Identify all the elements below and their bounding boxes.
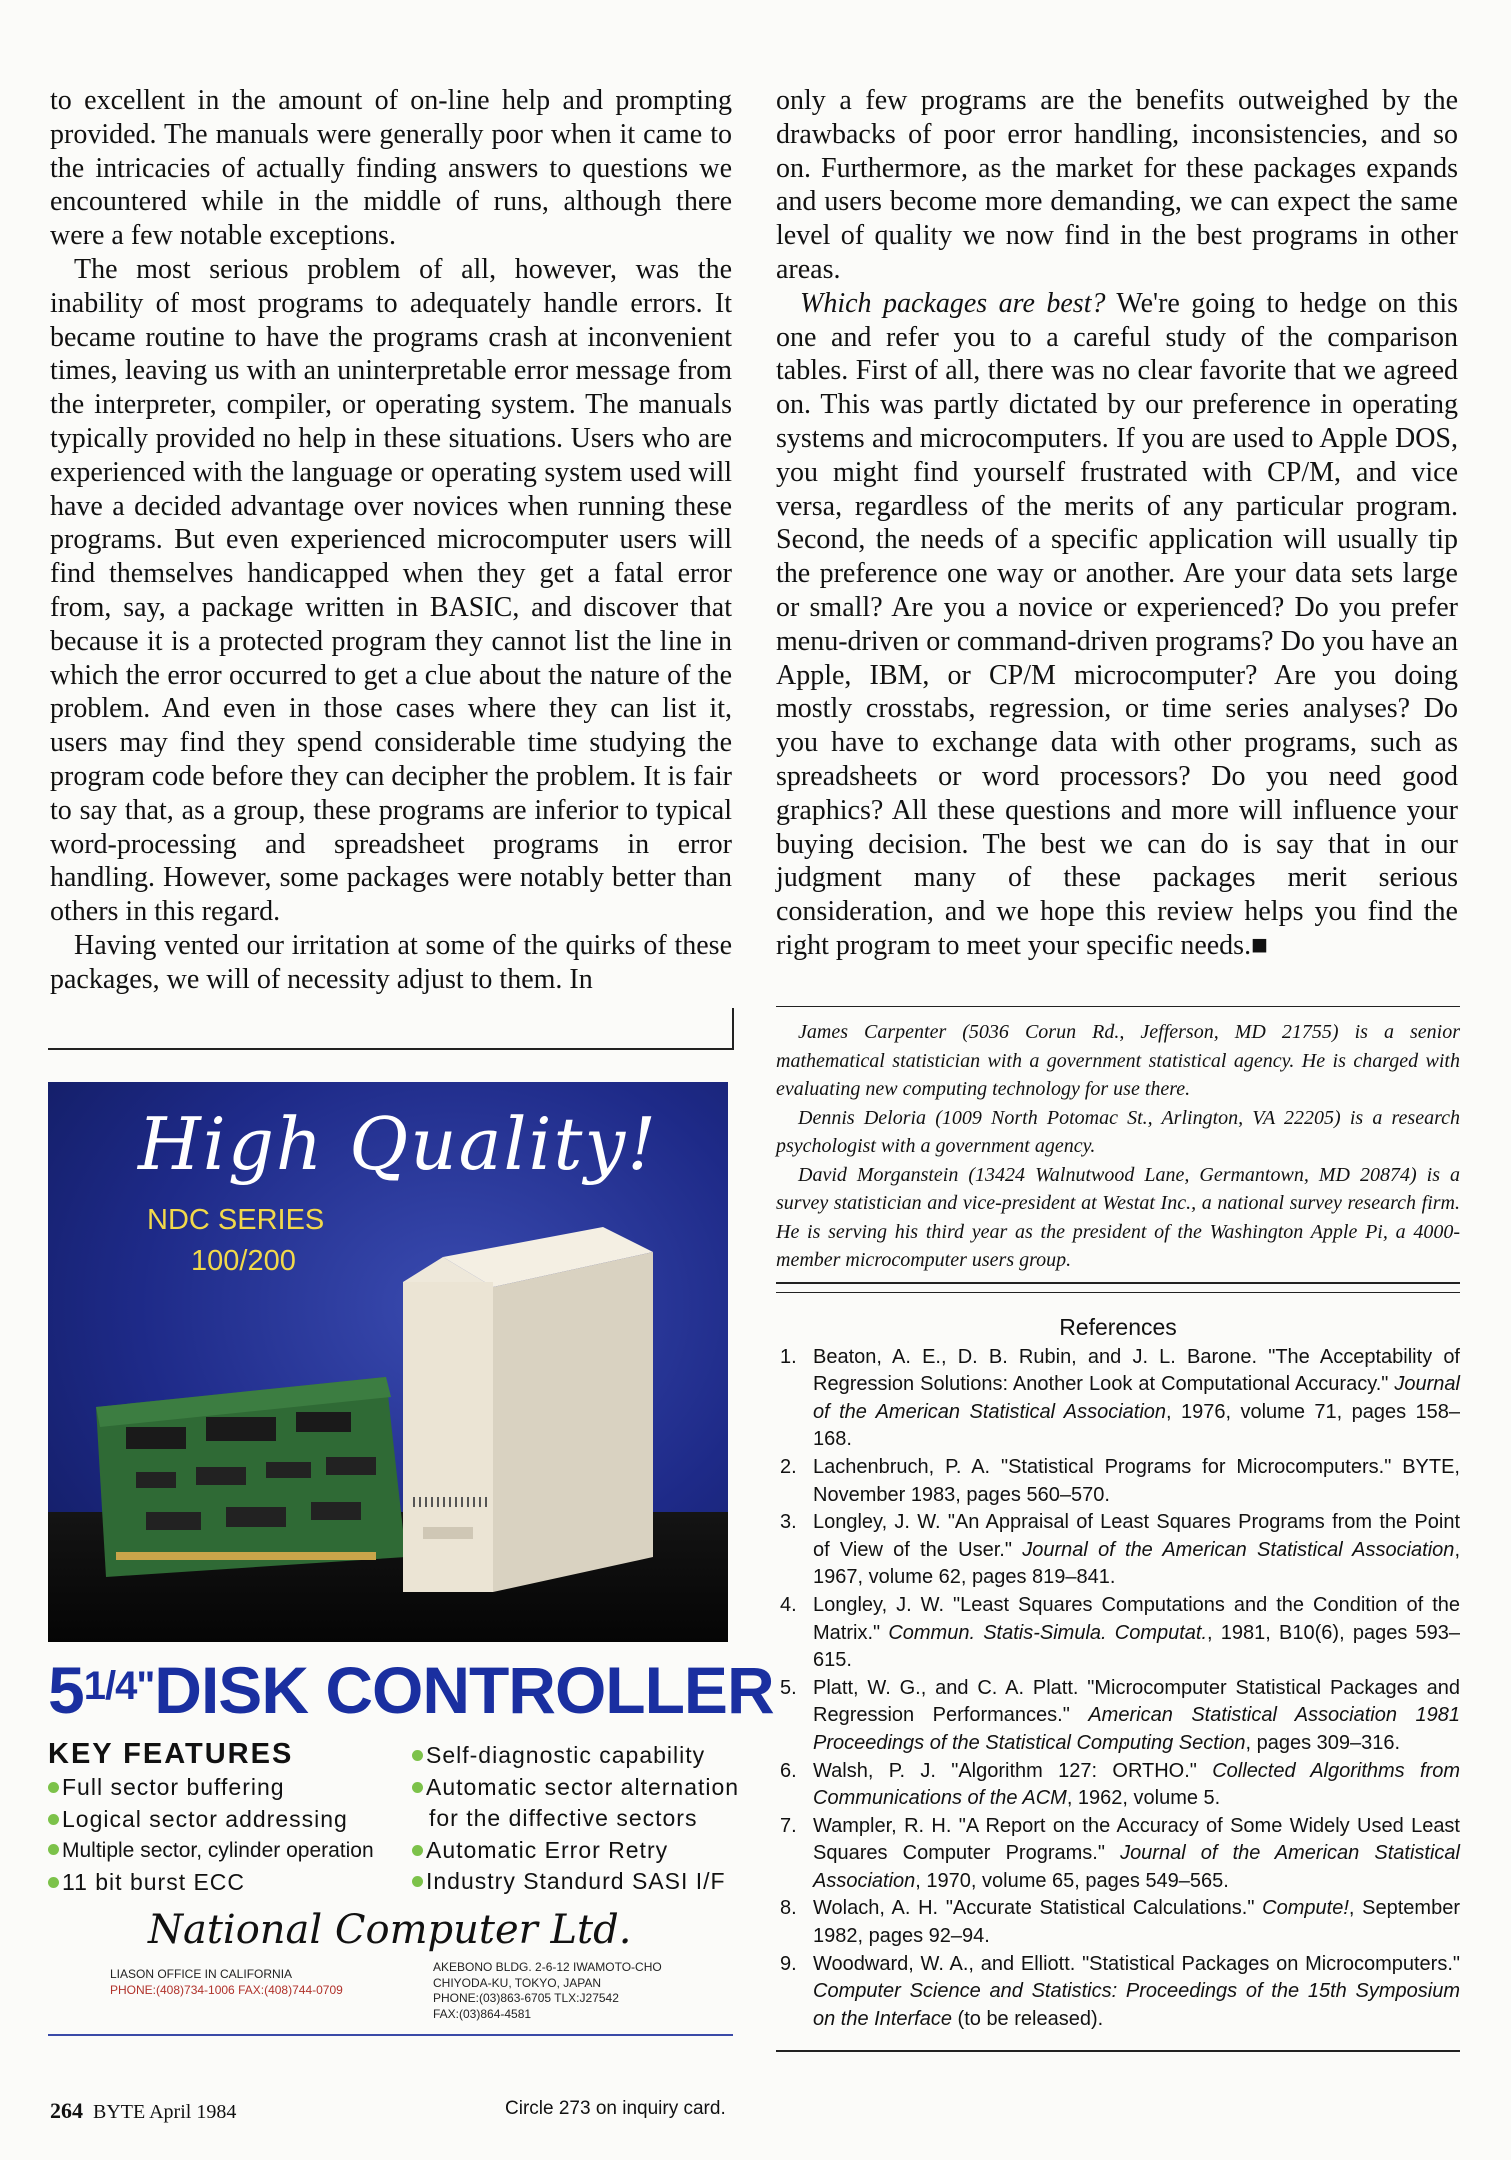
bullet-icon [412,1845,423,1856]
features-title: KEY FEATURES [48,1738,294,1770]
right-paragraph-2-body: We're going to hedge on this one and refer you to a careful study of the comparison tables. First of all, there was no clear favorite that we agreed on. This was partly dictated by our preference in operating systems and microcomputers. If you are used to Apple DOS, you might find yourself frustrated with CP/M, and vice versa, regardless of the merits of any particular program. Second, the needs of a specific application will usually tip the preference one way or another. Are your data sets large or small? Are you a novice or experienced? Do you prefer menu-driven or command-driven programs? Do you have an Apple, IBM, or CP/M microcomputer? Are you doing mostly crosstabs, regression, or time series analyses? Do you have to exchange data with other programs, such as spreadsheets or word processors? Do you need good graphics? All these questions and more will influence your buying decision. The best we can do is say that in our judgment many of these packages merit serious consideration, and we hope this review helps you find the right program to meet your specific needs. [776,287,1458,961]
company-name: National Computer Ltd. [148,1907,632,1953]
ad-right-rule [732,1008,734,1050]
feature-item: Industry Standurd SASI I/F [412,1866,739,1898]
subhead-which-packages: Which packages are best? [800,287,1106,319]
left-text-column [50,84,732,997]
japan-address: AKEBONO BLDG. 2-6-12 IWAMOTO-CHO CHIYODA-KU, TOKYO, JAPAN PHONE:(03)863-6705 TLX:J27542 FAX:(03)864-4581 [433,1960,662,2021]
bullet-icon [412,1782,423,1793]
refs-bottom-rule [776,2050,1460,2052]
features-left-list [48,1772,374,1898]
left-paragraph-1: to excellent in the amount of on-line help and prompting provided. The manuals were generally poor when it came to the intricacies of actually finding answers to questions we encountered while in the middle of runs, although there were a few notable exceptions. [50,85,732,252]
bios-top-rule [776,1006,1460,1007]
reference-item: 2. Lachenbruch, P. A. "Statistical Programs for Microcomputers." BYTE, November 1983, pages 560–570. [780,1455,1460,1506]
references-title: References [1059,1314,1177,1340]
left-paragraph-2: The most serious problem of all, however, was the inability of most programs to adequately handle errors. It became routine to have the programs crash at inconvenient times, leaving us with an uninterpretable error message from the interpreter, compiler, or operating system. The manuals typically provided no help in these situations. Users who are experienced with the language or operating system used will have a decided advantage over novices when running these programs. But even experienced microcomputer users will find themselves handicapped when they get a fatal error from, say, a package written in BASIC, and discover that because it is a protected program they cannot list the line in which the error occurred to get a clue about the nature of the problem. And even in those cases where they can list it, users may find they spend considerable time studying the program code before they can decipher the problem. It is fair to say that, as a group, these programs are inferior to typical word-processing and spreadsheet programs in error handling. However, some packages were notably better than others in this regard. [50,253,732,928]
reference-item: 3. Longley, J. W. "An Appraisal of Least Squares Programs from the Point of View of the User." Journal of the American Statistical Association, 1967, volume 62, pages 819–841. [780,1511,1460,1589]
feature-item: Multiple sector, cylinder operation [48,1835,374,1867]
page-number: 264 [50,2098,83,2123]
bio-deloria: Dennis Deloria (1009 North Potomac St., Arlington, VA 22205) is a research psychologist with a government agency. [776,1106,1460,1157]
reference-item: 1. Beaton, A. E., D. B. Rubin, and J. L. Barone. "The Acceptability of Regression Solutions: Another Look at Computational Accuracy." Journal of the American Statistical Association, 1976, volume 71, pages 158–168. [780,1345,1461,1451]
feature-item: for the diffective sectors [429,1805,698,1831]
ad-series: NDC SERIES [147,1204,325,1236]
disk-controller-cabinet-image [403,1227,653,1592]
reference-item: 7. Wampler, R. H. "A Report on the Accuracy of Some Widely Used Least Squares Computer Programs." Journal of the American Statistical Association, 1970, volume 65, pages 549–565. [780,1814,1460,1892]
bio-morganstein: David Morganstein (13424 Walnutwood Lane, Germantown, MD 20874) is a survey statistician and vice-president at Westat Inc., a national survey research firm. He is serving his third year as the president of the Washington Apple Pi, a 4000-member microcomputer users group. [776,1163,1460,1271]
feature-item: Logical sector addressing [48,1804,374,1836]
feature-item: Full sector buffering [48,1772,374,1804]
left-paragraph-3: Having vented our irritation at some of the quirks of these packages, we will of necessity adjust to them. In [50,929,732,995]
bullet-icon [48,1844,59,1855]
right-text-column [776,84,1458,963]
page-footer [50,2098,236,2124]
end-mark: ■ [1251,929,1268,961]
bios-bottom-rule [776,1282,1460,1284]
ad-bottom-rule [48,2034,733,2036]
features-right-list [412,1740,739,1898]
bullet-icon [48,1877,59,1888]
author-bios [776,1018,1460,1275]
ad-top-rule [48,1048,732,1050]
reference-item: 5. Platt, W. G., and C. A. Platt. "Microcomputer Statistical Packages and Regression Performances." American Statistical Association 1981 Proceedings of the Statistical Computing Section, pages 309–316. [780,1676,1460,1754]
feature-item: Automatic sector alternation [412,1772,739,1804]
feature-item: Automatic Error Retry [412,1835,739,1867]
california-office: LIASON OFFICE IN CALIFORNIA PHONE:(408)734-1006 FAX:(408)744-0709 [110,1967,343,1997]
ad-headline: $5^{1/4"}DISK$ CONTROLLER [48,1653,774,1727]
magazine-issue: BYTE April 1984 [93,2101,237,2123]
circuit-board-image [86,1367,411,1582]
bullet-icon [48,1782,59,1793]
advertisement [48,1082,774,2042]
reference-item: 4. Longley, J. W. "Least Squares Computations and the Condition of the Matrix." Commun. Statis-Simula. Computat., 1981, B10(6), pages 593–615. [780,1593,1461,1672]
references-section [776,1314,1460,2033]
bio-carpenter: James Carpenter (5036 Corun Rd., Jefferson, MD 21755) is a senior mathematical statistician with a government statistical agency. He is charged with evaluating new computing technology for use there. [776,1021,1460,1100]
bullet-icon [412,1876,423,1887]
bullet-icon [48,1814,59,1825]
ad-model: 100/200 [191,1245,296,1277]
ad-title: High Quality! [138,1102,659,1186]
right-paragraph-1: only a few programs are the benefits outweighed by the drawbacks of poor error handling, inconsistencies, and so on. Furthermore, as the market for these packages expands and users become more demanding, we can expect the same level of quality we now find in the best programs in other areas. [776,85,1458,285]
reference-item: 6. Walsh, P. J. "Algorithm 127: ORTHO." Collected Algorithms from Communications of the ACM, 1962, volume 5. [780,1759,1460,1810]
right-paragraph-2 [776,287,1458,963]
inquiry-note: Circle 273 on inquiry card. [505,2098,726,2119]
reference-item: 8. Wolach, A. H. "Accurate Statistical Calculations." Compute!, September 1982, pages 92–94. [780,1897,1460,1948]
feature-item: 11 bit burst ECC [48,1867,374,1899]
feature-item: Self-diagnostic capability [412,1740,739,1772]
ad-photo [48,1082,728,1642]
refs-top-rule [776,1292,1460,1293]
reference-item: 9. Woodward, W. A., and Elliott. "Statistical Packages on Microcomputers." Computer Science and Statistics: Proceedings of the 15th Symposium on the Interface (to be released). [780,1952,1460,2030]
references-list [776,1344,1460,2034]
bullet-icon [412,1750,423,1761]
